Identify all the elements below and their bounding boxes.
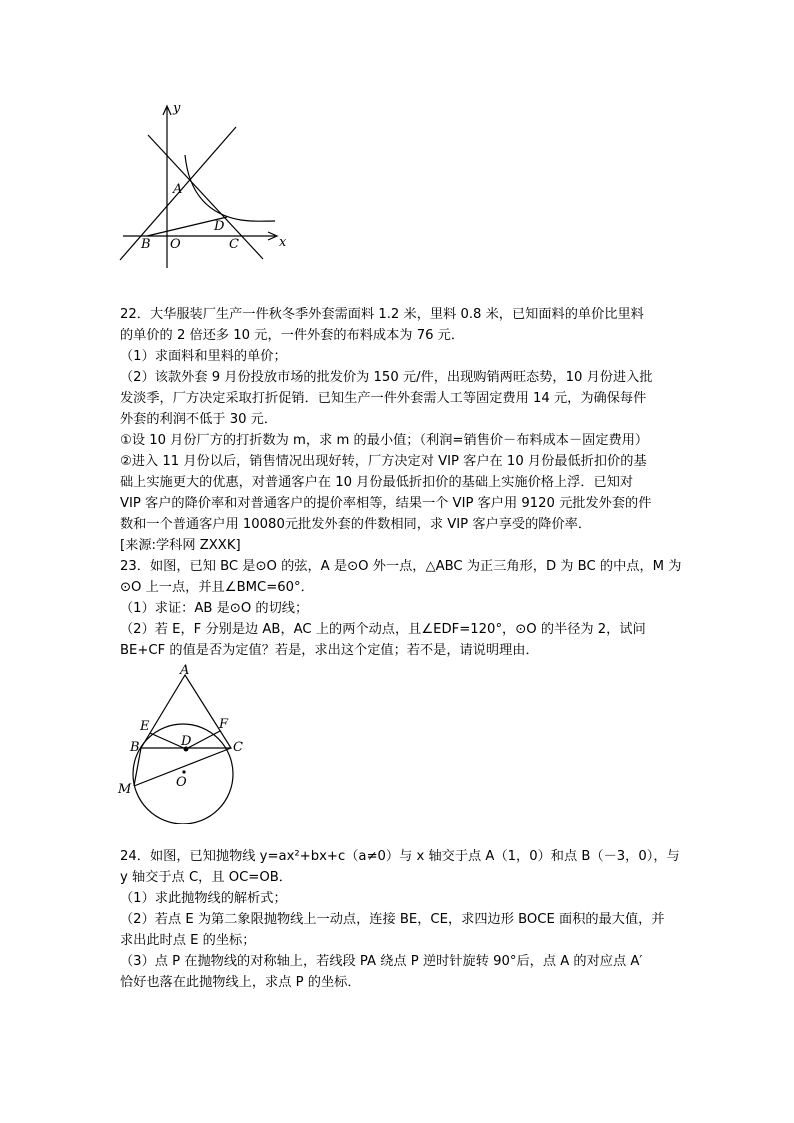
q24-line: 24．如图，已知抛物线 y=ax²+bx+c（a≠0）与 x 轴交于点 A（1，0）和点 B（－3，0），与 <box>120 849 680 864</box>
label-b: B <box>130 740 140 755</box>
question-23 <box>120 556 680 661</box>
q22-line: ①设 10 月份厂方的打折数为 m，求 m 的最小值；（利润=销售价－布料成本－固定费用） <box>120 433 649 448</box>
q22-line: 外套的利润不低于 30 元． <box>120 412 278 427</box>
q24-line: 求出此时点 E 的坐标； <box>120 933 256 948</box>
q24-line: （2）若点 E 为第二象限抛物线上一动点，连接 BE，CE，求四边形 BOCE 面积的最大值，并 <box>120 912 665 927</box>
figure-circle-triangle <box>112 664 252 824</box>
q22-line: 数和一个普通客户用 10080元批发外套的件数相同，求 VIP 客户享受的降价率． <box>120 517 592 532</box>
label-d: D <box>214 219 225 234</box>
line-ac <box>148 135 263 259</box>
q24-line: y 轴交于点 C，且 OC=OB． <box>120 870 292 885</box>
q22-line: 的单价的 2 倍还多 10 元，一件外套的布料成本为 76 元． <box>120 328 465 343</box>
label-d: D <box>181 734 192 749</box>
figure-coordinate-graph <box>115 100 295 270</box>
label-o: O <box>176 775 187 790</box>
q22-line: VIP 客户的降价率和对普通客户的提价率相等，结果一个 VIP 客户用 9120 元批发外套的件 <box>120 496 652 511</box>
label-m: M <box>118 782 132 797</box>
q24-line: 恰好也落在此抛物线上，求点 P 的坐标． <box>120 975 361 990</box>
q23-line: （2）若 E，F 分别是边 AB，AC 上的两个动点，且∠EDF=120°，⊙O 的半径为 2，试问 <box>120 622 646 637</box>
q22-line: （1）求面料和里料的单价； <box>120 349 287 364</box>
label-b: B <box>141 237 151 252</box>
q22-line: ②进入 11 月份以后，销售情况出现好转，厂方决定对 VIP 客户在 10 月份最低折扣价的基 <box>120 454 647 469</box>
label-e: E <box>140 719 150 734</box>
q24-line: （3）点 P 在抛物线的对称轴上，若线段 PA 绕点 P 逆时针旋转 90°后，点 A 的对应点 A′ <box>120 954 643 969</box>
hyperbola-curve <box>185 155 275 221</box>
q24-line: （1）求此抛物线的解析式； <box>120 891 287 906</box>
label-f: F <box>219 717 229 732</box>
q22-line: 发淡季，厂方决定采取打折促销．已知生产一件外套需人工等固定费用 14 元，为确保每件 <box>120 391 647 406</box>
q22-line: 础上实施更大的优惠，对普通客户在 10 月份最低折扣价的基础上实施价格上浮．已知对 <box>120 475 634 490</box>
q23-line: ⊙O 上一点，并且∠BMC=60°． <box>120 580 314 595</box>
q22-source-note: [来源:学科网 ZXXK] <box>120 538 241 553</box>
q22-line: （2）该款外套 9 月份投放市场的批发价为 150 元/件，出现购销两旺态势，10 月份进入批 <box>120 370 653 385</box>
q22-line: 22．大华服装厂生产一件秋冬季外套需面料 1.2 米，里料 0.8 米，已知面料的单价比里料 <box>120 307 644 322</box>
label-c: C <box>229 237 239 252</box>
label-y: y <box>173 101 181 116</box>
label-o: O <box>170 237 181 252</box>
label-a: A <box>180 664 190 678</box>
question-24 <box>120 846 680 993</box>
label-x: x <box>279 235 287 250</box>
q23-line: 23．如图，已知 BC 是⊙O 的弦，A 是⊙O 外一点，△ABC 为正三角形，D 为 BC 的中点，M 为 <box>120 559 682 574</box>
q23-line: （1）求证：AB 是⊙O 的切线； <box>120 601 309 616</box>
point-o-dot <box>182 770 185 773</box>
question-22 <box>120 304 680 556</box>
q23-line: BE+CF 的值是否为定值？若是，求出这个定值；若不是，请说明理由． <box>120 643 539 658</box>
label-c: C <box>233 740 243 755</box>
label-a: A <box>173 182 183 197</box>
